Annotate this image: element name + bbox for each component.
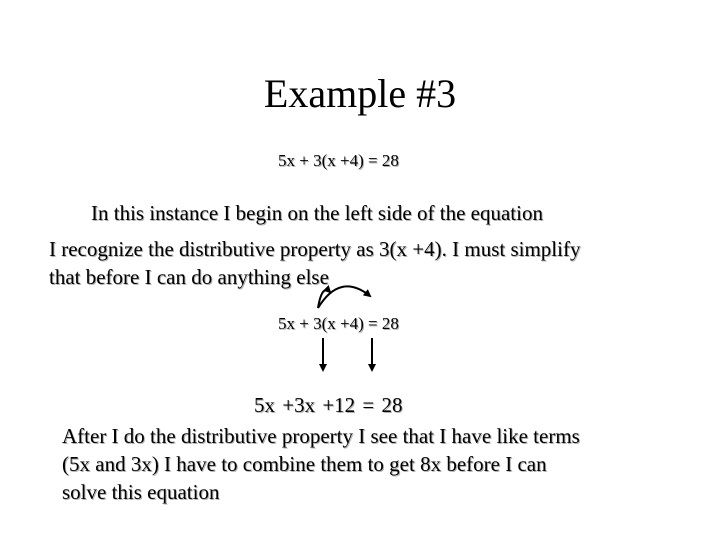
intro-line-2: I recognize the distributive property as 3(x +4). I must simplify <box>49 237 581 261</box>
after-line-1: After I do the distributive property I see that I have like terms <box>62 424 580 448</box>
intro-line-1: In this instance I begin on the left side of the equation <box>91 201 543 225</box>
equation-original: 5x + 3(x +4) = 28 <box>278 151 399 170</box>
intro-line-3: that before I can do anything else <box>49 265 329 289</box>
after-line-2: (5x and 3x) I have to combine them to get 8x before I can <box>62 452 547 476</box>
after-line-3: solve this equation <box>62 480 220 504</box>
equation-distribute: 5x + 3(x +4) = 28 <box>278 314 399 333</box>
slide-title: Example #3 <box>263 71 457 116</box>
equation-expanded: 5x +3x +12 = 28 <box>254 393 403 417</box>
